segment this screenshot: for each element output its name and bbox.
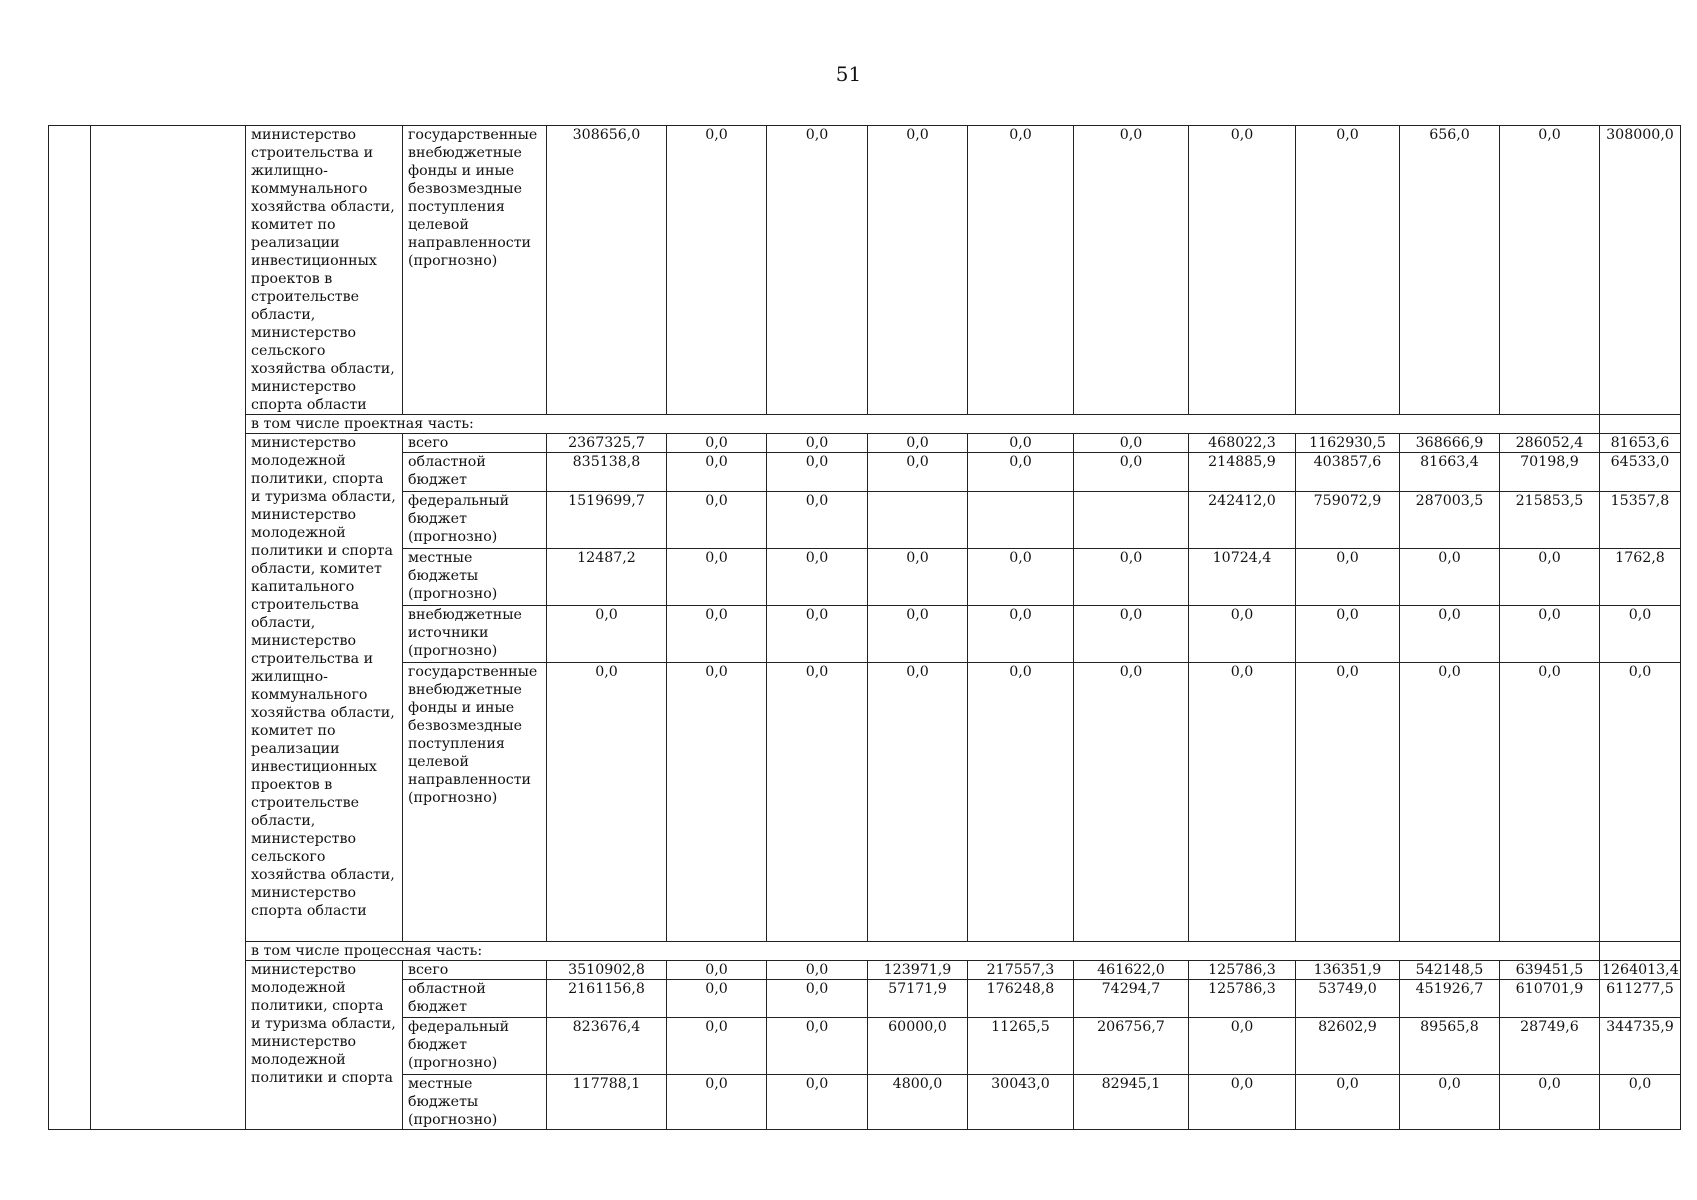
table-row [49, 961, 1681, 980]
value-cell: 308656,0 [547, 126, 667, 415]
value-cell: 60000,0 [868, 1018, 968, 1075]
value-cell: 0,0 [1074, 453, 1189, 492]
section-title: в том числе проектная часть: [246, 415, 1600, 434]
name-cell [91, 126, 246, 1130]
value-cell: 0,0 [1296, 126, 1400, 415]
section-row [49, 415, 1681, 434]
table-body [49, 126, 1681, 1130]
value-cell: 0,0 [1400, 606, 1500, 663]
value-cell: 823676,4 [547, 1018, 667, 1075]
executor-cell: министерство молодежной политики, спорта и туризма области, министерство молодежной политики и спорта [246, 961, 403, 1130]
value-cell: 759072,9 [1296, 492, 1400, 549]
number-cell [49, 126, 91, 1130]
value-cell: 0,0 [547, 606, 667, 663]
value-cell: 308000,0 [1600, 126, 1681, 415]
source-cell: областной бюджет [403, 453, 547, 492]
value-cell: 0,0 [868, 126, 968, 415]
value-cell: 3510902,8 [547, 961, 667, 980]
budget-table [48, 125, 1681, 1130]
value-cell: 64533,0 [1600, 453, 1681, 492]
value-cell: 0,0 [667, 549, 767, 606]
page-number: 51 [835, 62, 862, 86]
value-cell: 0,0 [1074, 663, 1189, 942]
source-cell: федеральный бюджет (прогнозно) [403, 492, 547, 549]
value-cell: 0,0 [1600, 1075, 1681, 1130]
section-title-end-cell [1600, 942, 1681, 961]
value-cell: 0,0 [667, 126, 767, 415]
value-cell: 1264013,4 [1600, 961, 1681, 980]
value-cell: 0,0 [1500, 1075, 1600, 1130]
value-cell [968, 492, 1074, 549]
value-cell: 10724,4 [1189, 549, 1296, 606]
value-cell: 0,0 [667, 1018, 767, 1075]
source-cell: всего [403, 434, 547, 453]
value-cell: 451926,7 [1400, 980, 1500, 1018]
value-cell: 0,0 [667, 453, 767, 492]
value-cell: 1519699,7 [547, 492, 667, 549]
value-cell: 542148,5 [1400, 961, 1500, 980]
value-cell: 0,0 [1074, 606, 1189, 663]
value-cell: 0,0 [1296, 1075, 1400, 1130]
value-cell: 70198,9 [1500, 453, 1600, 492]
value-cell: 0,0 [767, 663, 868, 942]
value-cell: 0,0 [1400, 549, 1500, 606]
value-cell: 136351,9 [1296, 961, 1400, 980]
section-title: в том числе процессная часть: [246, 942, 1600, 961]
value-cell: 639451,5 [1500, 961, 1600, 980]
value-cell: 0,0 [667, 1075, 767, 1130]
value-cell: 0,0 [667, 434, 767, 453]
source-cell: государственные внебюджетные фонды и иные безвозмездные поступления целевой направленности (прогнозно) [403, 663, 547, 942]
value-cell: 0,0 [667, 961, 767, 980]
value-cell: 0,0 [868, 663, 968, 942]
value-cell: 0,0 [968, 549, 1074, 606]
value-cell: 214885,9 [1189, 453, 1296, 492]
value-cell: 0,0 [1189, 1075, 1296, 1130]
value-cell: 0,0 [1189, 663, 1296, 942]
value-cell: 0,0 [1296, 663, 1400, 942]
value-cell: 0,0 [1074, 434, 1189, 453]
value-cell: 0,0 [968, 434, 1074, 453]
value-cell: 0,0 [1500, 663, 1600, 942]
value-cell: 0,0 [1500, 126, 1600, 415]
value-cell: 2367325,7 [547, 434, 667, 453]
value-cell: 30043,0 [968, 1075, 1074, 1130]
value-cell: 217557,3 [968, 961, 1074, 980]
value-cell: 0,0 [1296, 606, 1400, 663]
value-cell: 0,0 [767, 606, 868, 663]
value-cell: 0,0 [1600, 606, 1681, 663]
value-cell: 0,0 [1296, 549, 1400, 606]
value-cell: 125786,3 [1189, 961, 1296, 980]
value-cell: 611277,5 [1600, 980, 1681, 1018]
value-cell: 0,0 [767, 961, 868, 980]
value-cell: 0,0 [968, 606, 1074, 663]
source-cell: областной бюджет [403, 980, 547, 1018]
source-cell: федеральный бюджет (прогнозно) [403, 1018, 547, 1075]
source-cell: государственные внебюджетные фонды и иные безвозмездные поступления целевой направленности (прогнозно) [403, 126, 547, 415]
value-cell: 0,0 [1500, 549, 1600, 606]
executor-cell: министерство молодежной политики, спорта и туризма области, министерство молодежной политики и спорта области, комитет капитального строительства области, министерство строительства и жилищно-коммунального хозяйства области, комитет по реализации инвестиционных проектов в строительстве области, министерство сельского хозяйства области, министерство спорта области [246, 434, 403, 942]
value-cell: 0,0 [868, 549, 968, 606]
source-cell: местные бюджеты (прогнозно) [403, 1075, 547, 1130]
value-cell: 0,0 [968, 663, 1074, 942]
value-cell: 0,0 [547, 663, 667, 942]
value-cell: 0,0 [1189, 606, 1296, 663]
value-cell: 57171,9 [868, 980, 968, 1018]
value-cell: 74294,7 [1074, 980, 1189, 1018]
value-cell: 176248,8 [968, 980, 1074, 1018]
value-cell: 117788,1 [547, 1075, 667, 1130]
value-cell: 0,0 [667, 980, 767, 1018]
value-cell: 2161156,8 [547, 980, 667, 1018]
value-cell: 123971,9 [868, 961, 968, 980]
value-cell [1074, 492, 1189, 549]
value-cell: 89565,8 [1400, 1018, 1500, 1075]
value-cell: 81653,6 [1600, 434, 1681, 453]
value-cell: 0,0 [968, 453, 1074, 492]
value-cell: 12487,2 [547, 549, 667, 606]
value-cell: 81663,4 [1400, 453, 1500, 492]
value-cell: 28749,6 [1500, 1018, 1600, 1075]
value-cell: 0,0 [868, 453, 968, 492]
value-cell: 0,0 [1189, 126, 1296, 415]
value-cell: 287003,5 [1400, 492, 1500, 549]
value-cell: 11265,5 [968, 1018, 1074, 1075]
value-cell: 403857,6 [1296, 453, 1400, 492]
value-cell: 215853,5 [1500, 492, 1600, 549]
value-cell: 0,0 [767, 549, 868, 606]
value-cell: 53749,0 [1296, 980, 1400, 1018]
value-cell: 82602,9 [1296, 1018, 1400, 1075]
value-cell: 461622,0 [1074, 961, 1189, 980]
source-cell: всего [403, 961, 547, 980]
value-cell: 0,0 [767, 1018, 868, 1075]
value-cell: 0,0 [1074, 549, 1189, 606]
value-cell [868, 492, 968, 549]
value-cell: 468022,3 [1189, 434, 1296, 453]
value-cell: 0,0 [767, 453, 868, 492]
value-cell: 0,0 [868, 434, 968, 453]
value-cell: 15357,8 [1600, 492, 1681, 549]
value-cell: 0,0 [767, 492, 868, 549]
value-cell: 4800,0 [868, 1075, 968, 1130]
value-cell: 0,0 [667, 492, 767, 549]
value-cell: 0,0 [667, 606, 767, 663]
value-cell: 835138,8 [547, 453, 667, 492]
value-cell: 0,0 [1189, 1018, 1296, 1075]
value-cell: 0,0 [767, 126, 868, 415]
source-cell: внебюджетные источники (прогнозно) [403, 606, 547, 663]
value-cell: 0,0 [767, 434, 868, 453]
value-cell: 82945,1 [1074, 1075, 1189, 1130]
value-cell: 0,0 [1500, 606, 1600, 663]
value-cell: 206756,7 [1074, 1018, 1189, 1075]
value-cell: 368666,9 [1400, 434, 1500, 453]
value-cell: 0,0 [1074, 126, 1189, 415]
value-cell: 1162930,5 [1296, 434, 1400, 453]
value-cell: 0,0 [767, 980, 868, 1018]
value-cell: 1762,8 [1600, 549, 1681, 606]
value-cell: 0,0 [1600, 663, 1681, 942]
value-cell: 0,0 [1400, 663, 1500, 942]
table-row [49, 126, 1681, 415]
section-row [49, 942, 1681, 961]
value-cell: 0,0 [1400, 1075, 1500, 1130]
value-cell: 610701,9 [1500, 980, 1600, 1018]
table-row [49, 434, 1681, 453]
value-cell: 0,0 [667, 663, 767, 942]
value-cell: 0,0 [868, 606, 968, 663]
source-cell: местные бюджеты (прогнозно) [403, 549, 547, 606]
value-cell: 0,0 [767, 1075, 868, 1130]
value-cell: 286052,4 [1500, 434, 1600, 453]
executor-cell: министерство строительства и жилищно-коммунального хозяйства области, комитет по реализации инвестиционных проектов в строительстве области, министерство сельского хозяйства области, министерство спорта области [246, 126, 403, 415]
value-cell: 344735,9 [1600, 1018, 1681, 1075]
value-cell: 242412,0 [1189, 492, 1296, 549]
value-cell: 656,0 [1400, 126, 1500, 415]
value-cell: 0,0 [968, 126, 1074, 415]
section-title-end-cell [1600, 415, 1681, 434]
value-cell: 125786,3 [1189, 980, 1296, 1018]
